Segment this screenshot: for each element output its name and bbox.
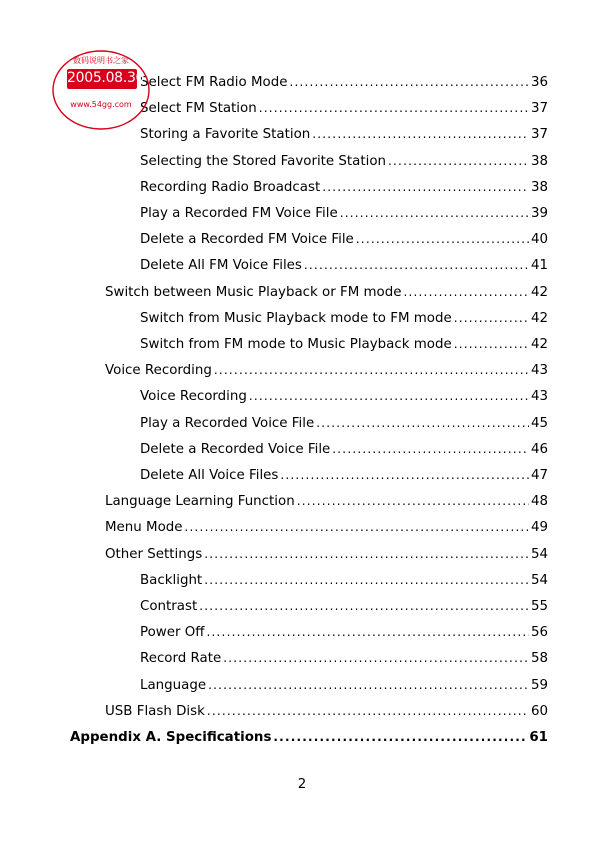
toc-entry[interactable] xyxy=(140,596,548,617)
toc-entry-page: 37 xyxy=(530,127,548,143)
toc-entry-page: 60 xyxy=(530,703,548,719)
toc-entry-title: Menu Mode xyxy=(105,520,183,536)
toc-leader-dots xyxy=(322,177,529,197)
toc-entry-title: Voice Recording xyxy=(105,363,212,379)
toc-entry-title: Delete a Recorded Voice File xyxy=(140,441,331,457)
toc-entry-title: Selecting the Stored Favorite Station xyxy=(140,153,387,169)
toc-entry[interactable] xyxy=(140,465,548,486)
toc-entry-page: 36 xyxy=(530,75,548,90)
toc-leader-dots xyxy=(207,701,529,721)
toc-entry[interactable] xyxy=(140,439,548,460)
toc-entry-title: Record Rate xyxy=(140,651,222,667)
toc-entry[interactable] xyxy=(140,177,548,198)
toc-leader-dots xyxy=(273,727,527,747)
toc-entry[interactable] xyxy=(140,413,548,434)
toc-entry-title: Backlight xyxy=(140,572,203,588)
toc-entry-page: 54 xyxy=(530,572,548,588)
watermark-date: 2005.08.30 xyxy=(67,70,145,86)
toc-entry-page: 40 xyxy=(530,232,548,248)
toc-entry-page: 55 xyxy=(530,599,548,614)
toc-entry-page: 42 xyxy=(530,310,548,326)
toc-entry-page: 39 xyxy=(530,206,548,221)
toc-entry-title: Power Off xyxy=(140,625,205,641)
toc-entry-page: 46 xyxy=(530,441,548,457)
toc-leader-dots xyxy=(316,413,529,433)
toc-entry[interactable] xyxy=(140,72,548,93)
toc-entry-page: 43 xyxy=(530,389,548,405)
toc-entry-title: Contrast xyxy=(140,599,198,614)
toc-leader-dots xyxy=(185,517,529,537)
toc-entry-page: 41 xyxy=(530,258,548,274)
toc-entry-page: 37 xyxy=(530,101,548,117)
watermark-stamp xyxy=(51,49,151,131)
watermark-url: www.54gg.com xyxy=(70,100,132,109)
toc-entry-title: Play a Recorded Voice File xyxy=(140,415,315,431)
toc-entry-page: 59 xyxy=(530,677,548,693)
page-number: 2 xyxy=(297,777,307,792)
toc-entry-page: 56 xyxy=(530,625,548,641)
toc-leader-dots xyxy=(204,570,529,590)
toc-entry-title: Play a Recorded FM Voice File xyxy=(140,206,338,221)
toc-entry[interactable] xyxy=(140,255,548,276)
toc-entry-title: Appendix A. Specifications xyxy=(70,730,272,745)
toc-entry-title: Language Learning Function xyxy=(105,494,295,510)
toc-entry-page: 38 xyxy=(530,153,548,169)
toc-entry-title: Recording Radio Broadcast xyxy=(140,179,321,195)
toc-leader-dots xyxy=(297,491,529,511)
toc-entry[interactable] xyxy=(140,98,548,119)
toc-entry[interactable] xyxy=(140,203,548,224)
toc-entry-title: Select FM Radio Mode xyxy=(140,75,288,90)
toc-leader-dots xyxy=(214,360,529,380)
toc-entry-title: Switch from FM mode to Music Playback mode xyxy=(140,337,452,352)
toc-entry[interactable] xyxy=(105,360,548,381)
toc-leader-dots xyxy=(340,203,529,223)
toc-entry-title: Switch between Music Playback or FM mode xyxy=(105,284,402,300)
toc-leader-dots xyxy=(312,124,529,144)
toc-entry[interactable] xyxy=(140,622,548,643)
toc-entry[interactable] xyxy=(140,151,548,172)
toc-entry[interactable] xyxy=(105,517,548,538)
toc-entry[interactable] xyxy=(140,334,548,355)
toc-entry-title: Select FM Station xyxy=(140,101,257,117)
toc-entry[interactable] xyxy=(140,648,548,669)
toc-entry[interactable] xyxy=(140,308,548,329)
toc-entry-page: 42 xyxy=(530,337,548,352)
toc-entry-title: USB Flash Disk xyxy=(105,703,205,719)
toc-entry[interactable] xyxy=(70,727,548,748)
toc-leader-dots xyxy=(204,544,529,564)
toc-leader-dots xyxy=(249,386,529,406)
toc-leader-dots xyxy=(208,675,529,695)
toc-entry[interactable] xyxy=(140,386,548,407)
toc-entry-page: 45 xyxy=(530,415,548,431)
toc-entry[interactable] xyxy=(140,229,548,250)
toc-entry-title: Switch from Music Playback mode to FM mode xyxy=(140,310,452,326)
toc-leader-dots xyxy=(199,596,529,616)
toc-entry-page: 47 xyxy=(530,468,548,483)
toc-leader-dots xyxy=(356,229,529,249)
toc-entry-page: 42 xyxy=(530,284,548,300)
toc-entry-title: Delete a Recorded FM Voice File xyxy=(140,232,354,248)
toc-leader-dots xyxy=(388,151,529,171)
toc-leader-dots xyxy=(404,282,529,302)
toc-entry-title: Other Settings xyxy=(105,546,203,562)
watermark-site-name: 数码说明书之家 xyxy=(73,56,129,65)
toc-leader-dots xyxy=(454,308,529,328)
toc-entry[interactable] xyxy=(105,491,548,512)
toc-entry-title: Delete All Voice Files xyxy=(140,468,279,483)
toc-entry-page: 48 xyxy=(530,494,548,510)
toc-leader-dots xyxy=(454,334,529,354)
toc-entry-page: 38 xyxy=(530,179,548,195)
toc-entry-page: 58 xyxy=(530,651,548,667)
toc-entry-page: 61 xyxy=(529,730,548,745)
toc-leader-dots xyxy=(223,648,529,668)
toc-entry[interactable] xyxy=(105,701,548,722)
toc-entry-page: 54 xyxy=(530,546,548,562)
toc-entry[interactable] xyxy=(140,675,548,696)
toc-entry[interactable] xyxy=(105,544,548,565)
toc-entry-title: Language xyxy=(140,677,207,693)
toc-leader-dots xyxy=(259,98,529,118)
toc-leader-dots xyxy=(289,72,529,92)
toc-entry-page: 43 xyxy=(530,363,548,379)
toc-entry[interactable] xyxy=(105,282,548,303)
toc-leader-dots xyxy=(332,439,529,459)
toc-leader-dots xyxy=(207,622,529,642)
toc-entry[interactable] xyxy=(140,570,548,591)
toc-entry[interactable] xyxy=(140,124,548,145)
toc-leader-dots xyxy=(280,465,529,485)
toc-entry-page: 49 xyxy=(530,520,548,536)
toc-entry-title: Storing a Favorite Station xyxy=(140,127,311,143)
toc-entry-title: Delete All FM Voice Files xyxy=(140,258,302,274)
toc-entry-title: Voice Recording xyxy=(140,389,247,405)
toc-leader-dots xyxy=(304,255,529,275)
